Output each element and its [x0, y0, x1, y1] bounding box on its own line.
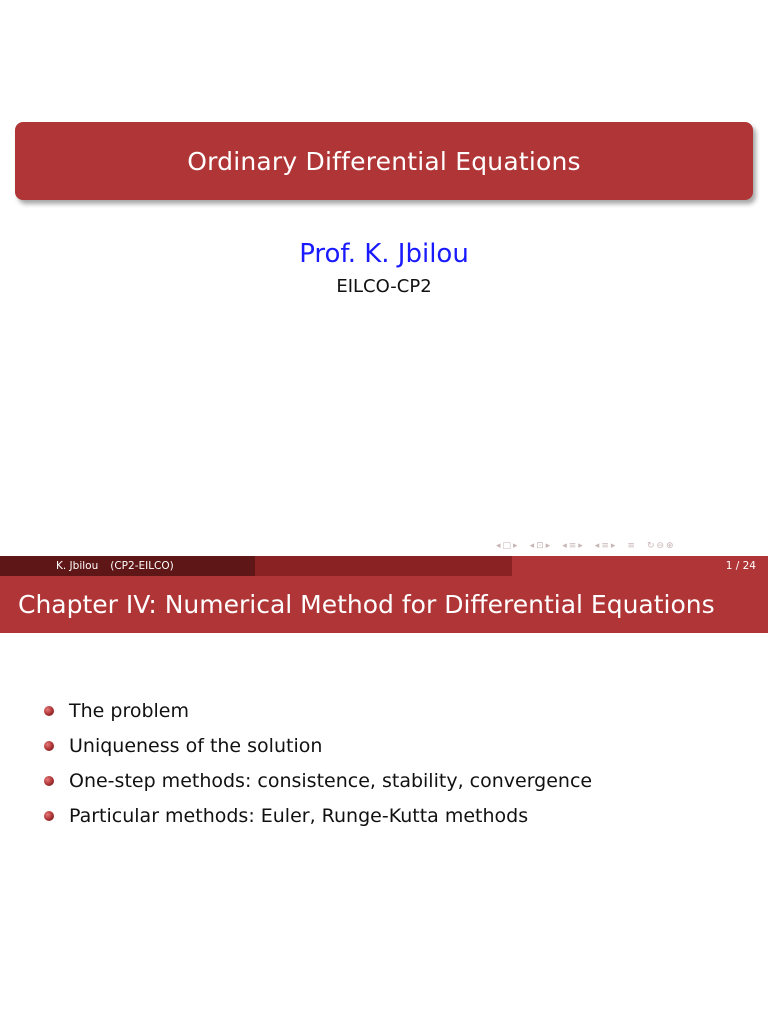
outline-list: [44, 693, 592, 833]
nav-appendix-icon[interactable]: ≡: [627, 541, 635, 551]
footer-author-block: [0, 556, 255, 576]
nav-back-icon[interactable]: ↻: [646, 541, 655, 551]
nav-zoom-in-icon[interactable]: ⊕: [666, 541, 674, 551]
list-item-text: Uniqueness of the solution: [69, 734, 323, 757]
nav-frame-icon[interactable]: □: [502, 541, 512, 551]
nav-prev-subsection-icon[interactable]: ◂: [529, 541, 535, 551]
chapter-heading: Chapter IV: Numerical Method for Differential Equations: [18, 590, 715, 619]
page-number: 1 / 24: [725, 560, 756, 572]
chapter-slide: [0, 576, 768, 1024]
nav-next-section-icon[interactable]: ▸: [578, 541, 583, 551]
presentation-title: Ordinary Differential Equations: [187, 146, 581, 176]
bullet-ball-icon: [44, 741, 54, 751]
slide-footer: [0, 556, 768, 576]
nav-zoom-out-icon[interactable]: ⊖: [656, 541, 665, 551]
nav-prev-document-icon[interactable]: ◂: [594, 541, 600, 551]
title-box: [15, 122, 753, 200]
nav-document-icon[interactable]: ≡: [601, 541, 609, 551]
list-item: [44, 728, 592, 763]
bullet-ball-icon: [44, 706, 54, 716]
beamer-navigation-bar: [496, 539, 674, 553]
footer-page-block: [512, 556, 768, 576]
nav-prev-section-icon[interactable]: ◂: [562, 541, 567, 551]
footer-author: K. Jbilou: [56, 560, 99, 572]
institute-name: EILCO-CP2: [336, 276, 432, 297]
bullet-ball-icon: [44, 811, 54, 821]
nav-subsection-icon[interactable]: ⊡: [536, 541, 544, 551]
bullet-ball-icon: [44, 776, 54, 786]
list-item: [44, 763, 592, 798]
nav-section-icon[interactable]: ≡: [568, 541, 577, 551]
author-name[interactable]: Prof. K. Jbilou: [299, 239, 469, 269]
footer-institute: (CP2-EILCO): [110, 560, 174, 572]
list-item-text: The problem: [69, 699, 189, 722]
nav-prev-frame-icon[interactable]: ◂: [496, 541, 501, 551]
nav-next-subsection-icon[interactable]: ▸: [545, 541, 551, 551]
list-item-text: One-step methods: consistence, stability, convergence: [69, 769, 593, 792]
nav-next-document-icon[interactable]: ▸: [610, 541, 616, 551]
list-item: [44, 693, 592, 728]
list-item-text: Particular methods: Euler, Runge-Kutta methods: [69, 804, 529, 827]
frame-title-bar: [0, 576, 768, 633]
nav-next-frame-icon[interactable]: ▸: [513, 541, 518, 551]
list-item: [44, 798, 592, 833]
footer-title-block: [255, 556, 512, 576]
